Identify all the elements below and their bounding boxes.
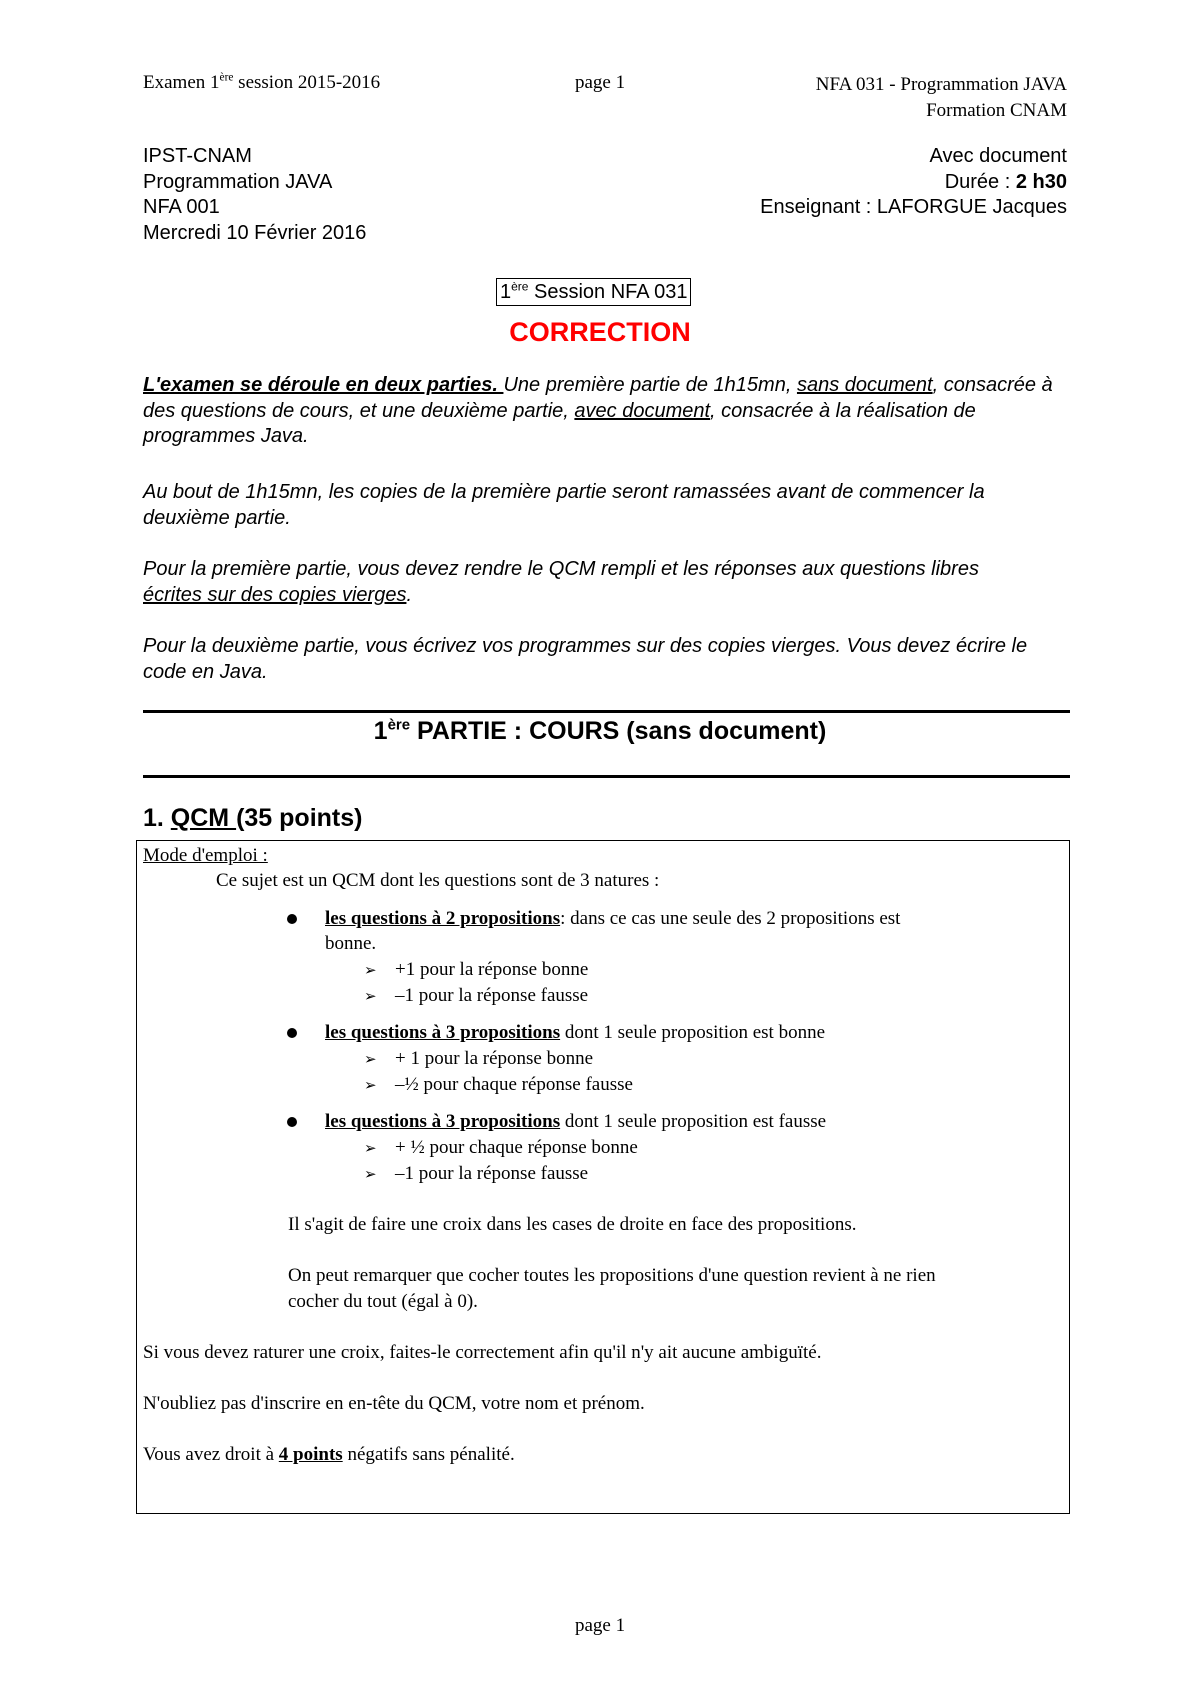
remarque-line1: On peut remarquer que cocher toutes les propositions d'une question revient à ne rien [288, 1265, 936, 1286]
scoring-bad: –½ pour chaque réponse fausse [395, 1074, 633, 1095]
intro-paragraph-2: Au bout de 1h15mn, les copies de la première partie seront ramassées avant de commencer la deuxième partie. [143, 481, 985, 529]
mode-emploi-label: Mode d'emploi : [143, 845, 268, 866]
scoring-good: + 1 pour la réponse bonne [395, 1048, 594, 1069]
section-title: 1. QCM (35 points) [143, 804, 363, 832]
croix-instruction: Il s'agit de faire une croix dans les cases de droite en face des propositions. [288, 1214, 857, 1235]
subject: Programmation JAVA [143, 170, 333, 193]
divider-top [143, 710, 1070, 713]
arrow-icon: ➢ [364, 1078, 377, 1094]
correction-title: CORRECTION [509, 317, 691, 347]
intro-paragraph-4: Pour la deuxième partie, vous écrivez vos programmes sur des copies vierges. Vous devez écrire le code en Java. [143, 635, 1028, 683]
rule-3-propositions-one-false: les questions à 3 propositions dont 1 seule proposition est fausse [325, 1111, 827, 1132]
teacher: Enseignant : LAFORGUE Jacques [760, 196, 1067, 218]
qcm-intro: Ce sujet est un QCM dont les questions sont de 3 natures : [216, 870, 660, 891]
rule-2-propositions-cont: bonne. [325, 933, 377, 954]
running-header-page: page 1 [575, 72, 626, 93]
scoring-bad: –1 pour la réponse fausse [395, 985, 589, 1006]
duration: Durée : 2 h30 [944, 170, 1067, 193]
document-policy: Avec document [929, 145, 1067, 167]
running-header-left: Examen 1ère session 2015-2016 [143, 71, 381, 93]
exam-date: Mercredi 10 Février 2016 [143, 221, 367, 244]
part-title: 1ère PARTIE : COURS (sans document) [373, 716, 827, 745]
session-box: 1ère Session NFA 031 [496, 278, 691, 306]
formation: Formation CNAM [926, 100, 1067, 121]
divider-bottom [143, 775, 1070, 778]
bullet-icon [287, 914, 297, 924]
exam-info-left [143, 144, 366, 246]
institution: IPST-CNAM [143, 145, 252, 167]
intro-paragraph-1: L'examen se déroule en deux parties. Une première partie de 1h15mn, sans document, consacrée à des questions de cours, et une deuxième partie, avec document, consacrée à la réalisation de programmes Java. [143, 374, 1053, 447]
penalty-instruction: Vous avez droit à 4 points négatifs sans pénalité. [143, 1444, 515, 1465]
intro-paragraph-3: Pour la première partie, vous devez rendre le QCM rempli et les réponses aux questions libres écrites sur des copies vierges. [143, 558, 979, 606]
arrow-icon: ➢ [364, 1167, 377, 1183]
exam-info-right [760, 144, 1067, 221]
course-title: NFA 031 - Programmation JAVA [815, 74, 1067, 95]
arrow-icon: ➢ [364, 1052, 377, 1068]
raturer-instruction: Si vous devez raturer une croix, faites-le correctement afin qu'il n'y ait aucune ambiguïté. [143, 1342, 822, 1363]
running-header-right [816, 72, 1067, 124]
course-code: NFA 001 [143, 196, 220, 218]
arrow-icon: ➢ [364, 989, 377, 1005]
rule-3-propositions-one-good: les questions à 3 propositions dont 1 seule proposition est bonne [325, 1022, 826, 1043]
rule-2-propositions: les questions à 2 propositions: dans ce cas une seule des 2 propositions est [325, 908, 901, 929]
scoring-bad: –1 pour la réponse fausse [395, 1163, 589, 1184]
bullet-icon [287, 1028, 297, 1038]
scoring-good: + ½ pour chaque réponse bonne [395, 1137, 638, 1158]
page-footer: page 1 [575, 1615, 626, 1636]
arrow-icon: ➢ [364, 1141, 377, 1157]
scoring-good: +1 pour la réponse bonne [395, 959, 589, 980]
arrow-icon: ➢ [364, 963, 377, 979]
bullet-icon [287, 1117, 297, 1127]
remarque-line2: cocher du tout (égal à 0). [288, 1291, 478, 1312]
inscrire-instruction: N'oubliez pas d'inscrire en en-tête du QCM, votre nom et prénom. [143, 1393, 645, 1414]
